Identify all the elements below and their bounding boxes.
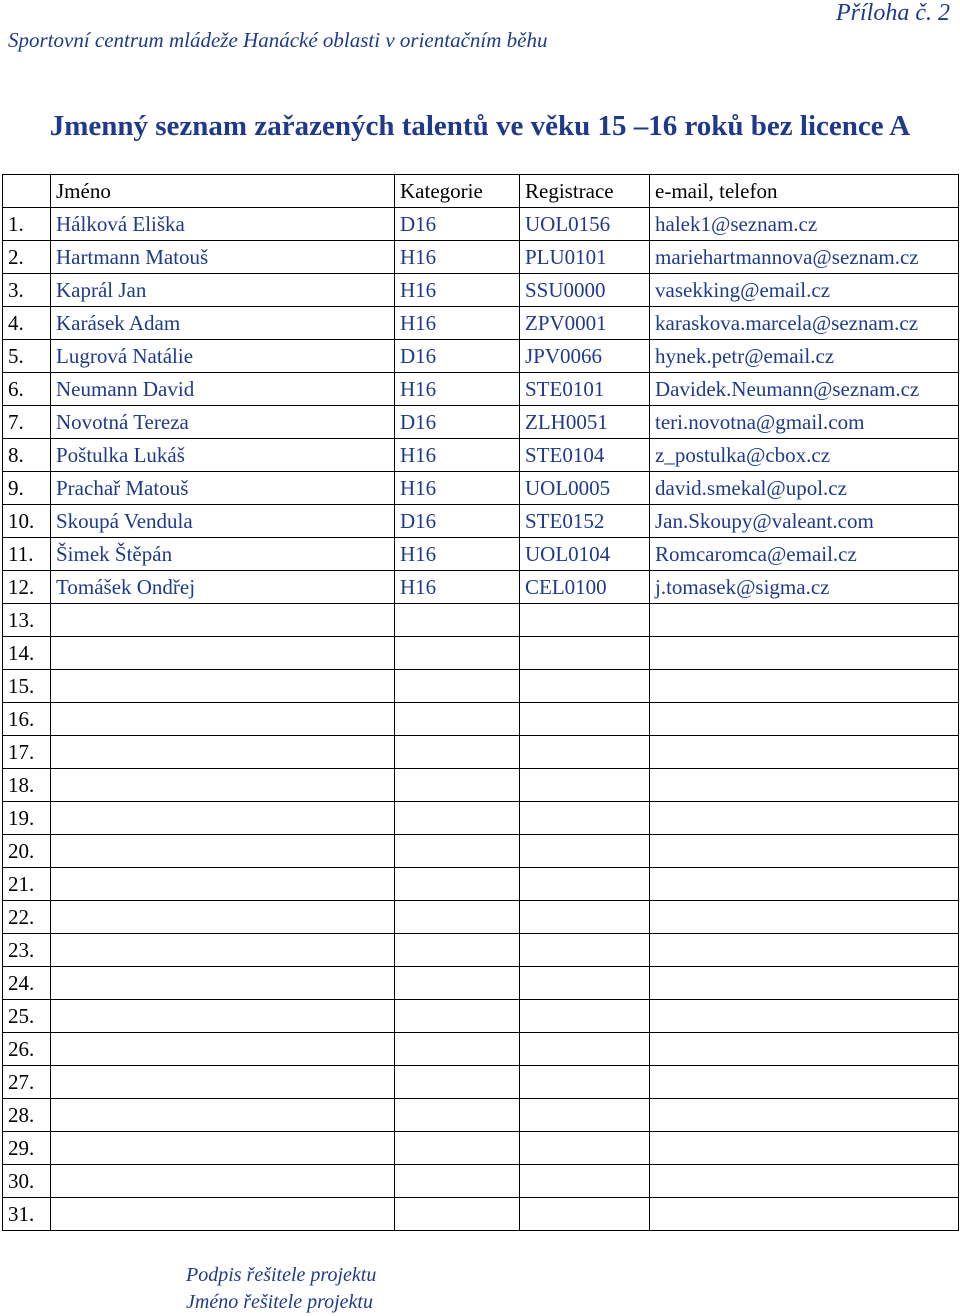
row-name: Šimek Štěpán <box>51 538 395 571</box>
row-name: Karásek Adam <box>51 307 395 340</box>
row-category <box>395 1000 520 1033</box>
table-row <box>3 769 959 802</box>
row-name: Lugrová Natálie <box>51 340 395 373</box>
row-number: 25. <box>3 1000 51 1033</box>
row-number: 28. <box>3 1099 51 1132</box>
row-registration <box>520 835 650 868</box>
table-row <box>3 934 959 967</box>
table-row <box>3 505 959 538</box>
row-contact <box>650 637 959 670</box>
row-number: 23. <box>3 934 51 967</box>
row-number: 4. <box>3 307 51 340</box>
talent-table <box>2 174 959 1231</box>
row-number: 15. <box>3 670 51 703</box>
row-name <box>51 637 395 670</box>
row-category <box>395 736 520 769</box>
row-registration <box>520 769 650 802</box>
row-number: 7. <box>3 406 51 439</box>
table-row <box>3 703 959 736</box>
row-category <box>395 1198 520 1231</box>
row-contact <box>650 967 959 1000</box>
organization-name: Sportovní centrum mládeže Hanácké oblasti v orientačním běhu <box>8 28 548 52</box>
row-category: H16 <box>395 538 520 571</box>
row-name: Novotná Tereza <box>51 406 395 439</box>
row-contact <box>650 802 959 835</box>
row-contact: teri.novotna@gmail.com <box>650 406 959 439</box>
row-name <box>51 1099 395 1132</box>
row-name <box>51 967 395 1000</box>
row-number: 16. <box>3 703 51 736</box>
table-row <box>3 1066 959 1099</box>
table-row <box>3 340 959 373</box>
row-registration <box>520 637 650 670</box>
row-category: D16 <box>395 208 520 241</box>
row-contact <box>650 835 959 868</box>
row-name: Skoupá Vendula <box>51 505 395 538</box>
row-name: Tomášek Ondřej <box>51 571 395 604</box>
row-number: 27. <box>3 1066 51 1099</box>
row-registration <box>520 703 650 736</box>
row-category <box>395 1066 520 1099</box>
row-name <box>51 802 395 835</box>
row-category: D16 <box>395 505 520 538</box>
row-contact <box>650 1198 959 1231</box>
row-name: Poštulka Lukáš <box>51 439 395 472</box>
row-registration: UOL0156 <box>520 208 650 241</box>
row-category <box>395 868 520 901</box>
row-number: 1. <box>3 208 51 241</box>
row-registration <box>520 1000 650 1033</box>
row-category: H16 <box>395 307 520 340</box>
row-category <box>395 1033 520 1066</box>
row-number: 9. <box>3 472 51 505</box>
row-registration <box>520 802 650 835</box>
row-category <box>395 901 520 934</box>
table-row <box>3 406 959 439</box>
row-number: 18. <box>3 769 51 802</box>
row-name <box>51 1033 395 1066</box>
table-row <box>3 241 959 274</box>
row-number: 12. <box>3 571 51 604</box>
table-row <box>3 802 959 835</box>
row-name: Hálková Eliška <box>51 208 395 241</box>
row-contact <box>650 769 959 802</box>
row-number: 22. <box>3 901 51 934</box>
row-contact: Jan.Skoupy@valeant.com <box>650 505 959 538</box>
row-category <box>395 703 520 736</box>
row-name: Prachař Matouš <box>51 472 395 505</box>
row-name <box>51 1198 395 1231</box>
row-category <box>395 769 520 802</box>
row-category <box>395 835 520 868</box>
row-registration <box>520 967 650 1000</box>
row-contact: Romcaromca@email.cz <box>650 538 959 571</box>
row-contact: z_postulka@cbox.cz <box>650 439 959 472</box>
table-row <box>3 1198 959 1231</box>
row-contact <box>650 1033 959 1066</box>
row-registration: ZPV0001 <box>520 307 650 340</box>
row-registration <box>520 736 650 769</box>
row-number: 31. <box>3 1198 51 1231</box>
row-category: H16 <box>395 472 520 505</box>
table-row <box>3 439 959 472</box>
header-number <box>3 175 51 208</box>
signature-block <box>186 1262 376 1316</box>
row-number: 6. <box>3 373 51 406</box>
row-registration <box>520 934 650 967</box>
row-category <box>395 1099 520 1132</box>
row-registration <box>520 1165 650 1198</box>
table-row <box>3 571 959 604</box>
row-name: Hartmann Matouš <box>51 241 395 274</box>
row-category <box>395 934 520 967</box>
row-registration <box>520 1132 650 1165</box>
table-row <box>3 1000 959 1033</box>
row-category <box>395 604 520 637</box>
row-category <box>395 637 520 670</box>
row-number: 29. <box>3 1132 51 1165</box>
row-number: 2. <box>3 241 51 274</box>
table-row <box>3 1165 959 1198</box>
table-row <box>3 868 959 901</box>
row-category: H16 <box>395 241 520 274</box>
table-row <box>3 604 959 637</box>
row-contact <box>650 901 959 934</box>
row-name <box>51 1165 395 1198</box>
row-contact: mariehartmannova@seznam.cz <box>650 241 959 274</box>
row-number: 30. <box>3 1165 51 1198</box>
row-contact <box>650 703 959 736</box>
table-row <box>3 472 959 505</box>
row-name <box>51 736 395 769</box>
table-body <box>3 208 959 1231</box>
row-category <box>395 802 520 835</box>
header-registration: Registrace <box>520 175 650 208</box>
row-registration <box>520 1198 650 1231</box>
row-contact: david.smekal@upol.cz <box>650 472 959 505</box>
row-registration: UOL0104 <box>520 538 650 571</box>
row-contact <box>650 604 959 637</box>
row-number: 17. <box>3 736 51 769</box>
row-name <box>51 901 395 934</box>
row-contact <box>650 670 959 703</box>
table-row <box>3 967 959 1000</box>
row-contact <box>650 1099 959 1132</box>
row-number: 8. <box>3 439 51 472</box>
row-registration: SSU0000 <box>520 274 650 307</box>
row-name <box>51 670 395 703</box>
row-category: H16 <box>395 373 520 406</box>
table-row <box>3 736 959 769</box>
row-category: D16 <box>395 340 520 373</box>
table-header-row <box>3 175 959 208</box>
row-name <box>51 868 395 901</box>
row-number: 19. <box>3 802 51 835</box>
table-row <box>3 1132 959 1165</box>
row-registration: STE0101 <box>520 373 650 406</box>
row-registration <box>520 604 650 637</box>
table-row <box>3 1099 959 1132</box>
row-category: H16 <box>395 274 520 307</box>
table-row <box>3 373 959 406</box>
table-row <box>3 835 959 868</box>
row-category <box>395 1132 520 1165</box>
header-name: Jméno <box>51 175 395 208</box>
row-name <box>51 769 395 802</box>
row-number: 21. <box>3 868 51 901</box>
table-row <box>3 274 959 307</box>
row-registration <box>520 1033 650 1066</box>
row-registration: STE0152 <box>520 505 650 538</box>
row-registration <box>520 901 650 934</box>
row-number: 14. <box>3 637 51 670</box>
document-title: Jmenný seznam zařazených talentů ve věku 15 –16 roků bez licence A <box>49 110 911 142</box>
row-category <box>395 967 520 1000</box>
row-registration: PLU0101 <box>520 241 650 274</box>
row-registration: CEL0100 <box>520 571 650 604</box>
row-name <box>51 703 395 736</box>
row-contact: Davidek.Neumann@seznam.cz <box>650 373 959 406</box>
row-name <box>51 934 395 967</box>
row-registration <box>520 670 650 703</box>
row-name <box>51 1132 395 1165</box>
row-name: Neumann David <box>51 373 395 406</box>
row-registration: STE0104 <box>520 439 650 472</box>
row-number: 13. <box>3 604 51 637</box>
row-contact <box>650 934 959 967</box>
row-contact <box>650 1000 959 1033</box>
row-contact <box>650 868 959 901</box>
row-category: H16 <box>395 571 520 604</box>
row-name <box>51 1066 395 1099</box>
row-contact: halek1@seznam.cz <box>650 208 959 241</box>
table-row <box>3 208 959 241</box>
row-category: D16 <box>395 406 520 439</box>
name-label: Jméno řešitele projektu <box>186 1291 373 1313</box>
appendix-label: Příloha č. 2 <box>836 0 950 26</box>
row-category: H16 <box>395 439 520 472</box>
row-category <box>395 1165 520 1198</box>
row-contact <box>650 1066 959 1099</box>
row-contact: hynek.petr@email.cz <box>650 340 959 373</box>
row-number: 24. <box>3 967 51 1000</box>
row-number: 10. <box>3 505 51 538</box>
row-number: 5. <box>3 340 51 373</box>
row-contact <box>650 1165 959 1198</box>
row-name <box>51 604 395 637</box>
row-registration <box>520 868 650 901</box>
row-contact: j.tomasek@sigma.cz <box>650 571 959 604</box>
header-contact: e-mail, telefon <box>650 175 959 208</box>
header-category: Kategorie <box>395 175 520 208</box>
table-row <box>3 1033 959 1066</box>
row-number: 11. <box>3 538 51 571</box>
table-row <box>3 538 959 571</box>
row-category <box>395 670 520 703</box>
row-registration: UOL0005 <box>520 472 650 505</box>
row-number: 3. <box>3 274 51 307</box>
table-row <box>3 901 959 934</box>
row-number: 26. <box>3 1033 51 1066</box>
row-name: Kaprál Jan <box>51 274 395 307</box>
row-number: 20. <box>3 835 51 868</box>
row-registration: JPV0066 <box>520 340 650 373</box>
table-row <box>3 670 959 703</box>
signature-label: Podpis řešitele projektu <box>186 1264 377 1286</box>
row-contact <box>650 736 959 769</box>
table-row <box>3 637 959 670</box>
row-registration <box>520 1066 650 1099</box>
row-contact: vasekking@email.cz <box>650 274 959 307</box>
row-contact <box>650 1132 959 1165</box>
row-name <box>51 835 395 868</box>
table-row <box>3 307 959 340</box>
row-name <box>51 1000 395 1033</box>
row-registration: ZLH0051 <box>520 406 650 439</box>
row-registration <box>520 1099 650 1132</box>
row-contact: karaskova.marcela@seznam.cz <box>650 307 959 340</box>
